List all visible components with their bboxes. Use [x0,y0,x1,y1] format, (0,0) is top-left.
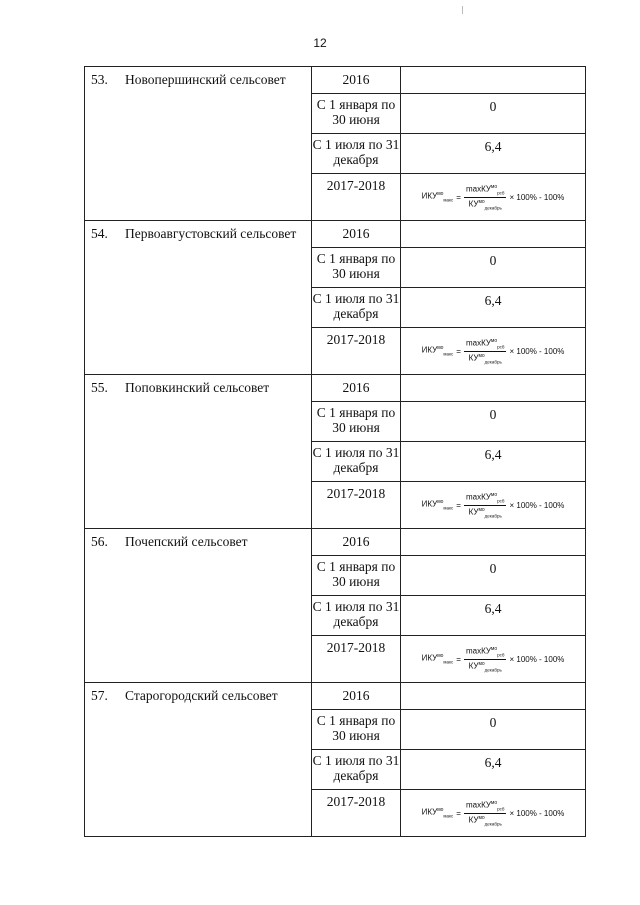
council-number: 57. [91,688,108,703]
formula-fraction: $\frac{\max КУ^{мо}_{рсб}}{КУ^{мо}_{декабрь}}$ [465,646,505,672]
council-number: 53. [91,72,108,87]
page-number: 12 [313,36,327,50]
table-row [85,221,586,248]
council-name: Новопершинский сельсовет [125,72,286,87]
formula-eq: = [456,192,461,202]
value-cell [401,683,586,710]
formula [422,646,565,672]
formula-eq: = [456,500,461,510]
value-cell [401,174,586,221]
council-name-cell [85,683,312,837]
formula-tail: × 100% - 100% [509,346,565,356]
value-cell: 6,4 [401,442,586,482]
value-cell [401,529,586,556]
formula-lhs: $ИКУ^{мо}_{макс}$ [421,191,454,203]
period-cell: 2017-2018 [312,636,401,683]
formula-eq: = [456,808,461,818]
period-cell: С 1 июля по 31 декабря [312,596,401,636]
council-name-cell [85,529,312,683]
formula [422,800,565,826]
council-name: Старогородский сельсовет [125,688,278,703]
table-row [85,683,586,710]
council-name: Первоавгустовский сельсовет [125,226,297,241]
table-row [85,375,586,402]
value-cell [401,482,586,529]
value-cell [401,375,586,402]
scan-mark [462,6,463,14]
period-cell: 2016 [312,529,401,556]
period-cell: 2017-2018 [312,790,401,837]
formula-tail: × 100% - 100% [509,500,565,510]
council-name-cell [85,67,312,221]
council-table [84,66,586,837]
formula-lhs: $ИКУ^{мо}_{макс}$ [421,499,454,511]
table-row [85,67,586,94]
council-table-body [85,67,586,837]
formula-tail: × 100% - 100% [509,808,565,818]
table-row [85,529,586,556]
formula [422,492,565,518]
value-cell: 0 [401,248,586,288]
period-cell: 2017-2018 [312,328,401,375]
formula-tail: × 100% - 100% [509,192,565,202]
period-cell: 2016 [312,67,401,94]
value-cell: 6,4 [401,288,586,328]
formula-fraction: $\frac{\max КУ^{мо}_{рсб}}{КУ^{мо}_{декабрь}}$ [465,338,505,364]
period-cell: 2017-2018 [312,482,401,529]
period-cell: С 1 января по 30 июня [312,402,401,442]
formula-fraction: $\frac{\max КУ^{мо}_{рсб}}{КУ^{мо}_{декабрь}}$ [465,492,505,518]
period-cell: 2016 [312,375,401,402]
value-cell: 0 [401,710,586,750]
value-cell: 6,4 [401,750,586,790]
formula-fraction: $\frac{\max КУ^{мо}_{рсб}}{КУ^{мо}_{декабрь}}$ [465,800,505,826]
period-cell: С 1 июля по 31 декабря [312,442,401,482]
formula-fraction: $\frac{\max КУ^{мо}_{рсб}}{КУ^{мо}_{декабрь}}$ [465,184,505,210]
formula-tail: × 100% - 100% [509,654,565,664]
value-cell [401,790,586,837]
formula [422,338,565,364]
council-name-cell [85,221,312,375]
council-number: 55. [91,380,108,395]
value-cell: 0 [401,94,586,134]
formula-lhs: $ИКУ^{мо}_{макс}$ [421,807,454,819]
value-cell: 0 [401,556,586,596]
formula-lhs: $ИКУ^{мо}_{макс}$ [421,345,454,357]
value-cell: 6,4 [401,134,586,174]
formula-eq: = [456,654,461,664]
formula [422,184,565,210]
period-cell: 2016 [312,221,401,248]
value-cell [401,328,586,375]
council-name: Поповкинский сельсовет [125,380,270,395]
period-cell: С 1 января по 30 июня [312,710,401,750]
council-name-cell [85,375,312,529]
period-cell: 2017-2018 [312,174,401,221]
council-name: Почепский сельсовет [125,534,248,549]
period-cell: С 1 июля по 31 декабря [312,288,401,328]
period-cell: С 1 января по 30 июня [312,94,401,134]
period-cell: С 1 января по 30 июня [312,248,401,288]
period-cell: С 1 июля по 31 декабря [312,750,401,790]
value-cell [401,636,586,683]
period-cell: С 1 июля по 31 декабря [312,134,401,174]
formula-lhs: $ИКУ^{мо}_{макс}$ [421,653,454,665]
period-cell: С 1 января по 30 июня [312,556,401,596]
council-number: 54. [91,226,108,241]
value-cell: 6,4 [401,596,586,636]
value-cell [401,221,586,248]
value-cell [401,67,586,94]
formula-eq: = [456,346,461,356]
value-cell: 0 [401,402,586,442]
council-number: 56. [91,534,108,549]
period-cell: 2016 [312,683,401,710]
